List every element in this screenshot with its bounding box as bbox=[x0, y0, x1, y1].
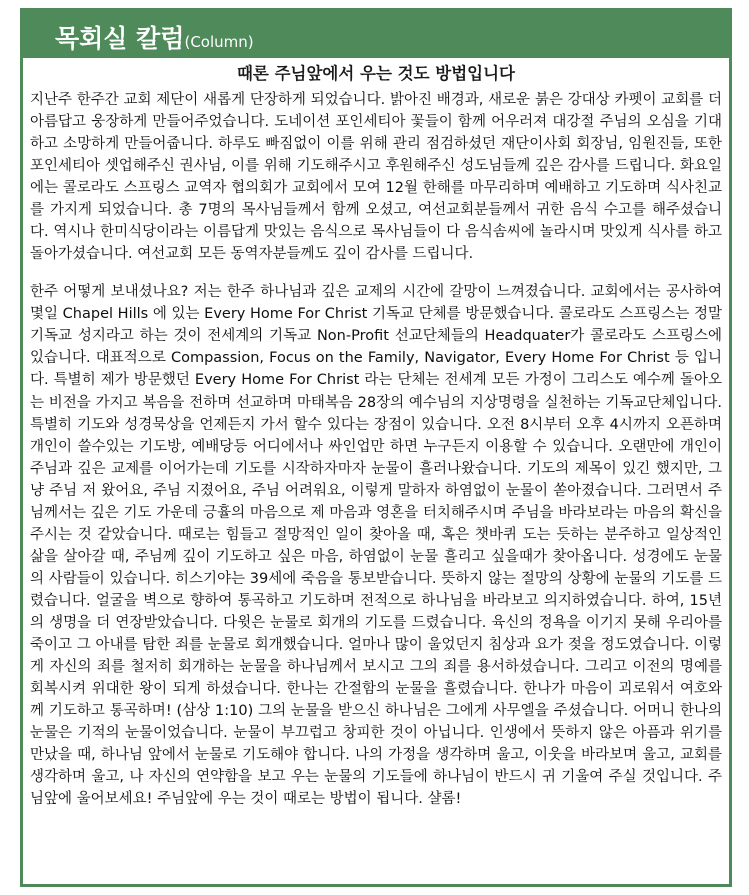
right-border-rule bbox=[729, 58, 732, 886]
article-paragraph-1: 지난주 한주간 교회 제단이 새롭게 단장하게 되었습니다. 밝아진 배경과, 새로운 붉은 강대상 카펫이 교회를 더 아름답고 웅장하게 만들어주었습니다. 도네이션 포인세티아 꽃들이 함께 어우러져 대강절 주님의 오심을 기대하고 소망하게 만들어줍니다. 하루도 빠짐없이 이를 위해 관리 점검하셨던 재단이사회 회장님, 임원진들, 또한 포인세티아 셋업해주신 권사님, 이를 위해 기도해주시고 후원해주신 성도님들께 깊은 감사를 드립니다. 화요일에는 콜로라도 스프링스 교역자 협의회가 교회에서 모여 12월 한해를 마무리하며 예배하고 기도하며 식사친교를 가지게 되었습니다. 총 7명의 목사님들께서 함께 오셨고, 여선교회분들께서 귀한 음식 수고를 해주셨습니다. 역시나 한미식당이라는 이름답게 맛있는 음식으로 목사님들이 다 음식솜씨에 놀라시며 맛있게 식사를 하고 돌아가셨습니다. 여선교회 모든 동역자분들께도 깊이 감사를 드립니다. bbox=[30, 92, 722, 263]
article-title: 때론 주님앞에서 우는 것도 방법입니다 bbox=[236, 64, 515, 83]
header-banner bbox=[20, 8, 732, 58]
left-border-rule bbox=[20, 58, 23, 886]
article-paragraph-2: 한주 어떻게 보내셨나요? 저는 한주 하나님과 깊은 교제의 시간에 갈망이 느껴졌습니다. 교회에서는 공사하여 몇일 Chapel Hills 에 있는 Every Home For Christ 기독교 단체를 방문했습니다. 콜로라도 스프링스는 정말 기독교 성지라고 하는 것이 전세계의 기독교 Non-Profit 선교단체들의 Headquater가 콜로라도 스프링스에 있습니다. 대표적으로 Compassion, Focus on the Family, Navigator, Every Home For Christ 등 입니다. 특별히 제가 방문했던 Every Home For Christ 라는 단체는 전세계 모든 가정이 그리스도 예수께 돌아오는 비전을 가지고 복음을 전하며 선교하며 마태복음 28장의 예수님의 지상명령을 실천하는 기독교단체입니다. 특별히 기도와 성경묵상을 언제든지 가서 할수 있다는 장점이 있습니다. 오전 8시부터 오후 4시까지 오픈하며 개인이 쓸수있는 기도방, 예배당등 어디에서나 싸인업만 하면 누구든지 이용할 수 있습니다. 오랜만에 개인이 주님과 깊은 교제를 이어가는데 기도를 시작하자마자 눈물이 흘러나왔습니다. 기도의 제목이 있긴 했지만, 그냥 주님 저 왔어요, 주님 지졌어요, 주님 어려워요, 이렇게 말하자 하염없이 눈물이 쏟아졌습니다. 그러면서 주님께서는 깊은 기도 가운데 긍휼의 마음으로 제 마음과 영혼을 터치해주시며 주님을 바라보라는 마음의 확신을 주시는 것 같았습니다. 때로는 힘들고 절망적인 일이 찾아올 때, 혹은 챗바퀴 도는 듯하는 분주하고 일상적인 삶을 살아갈 때, 주님께 깊이 기도하고 싶은 마음, 하염없이 눈물 흘리고 싶을때가 찾아옵니다. 성경에도 눈물의 사람들이 있습니다. 히스기야는 39세에 죽음을 통보받습니다. 뜻하지 않는 절망의 상황에 눈물의 기도를 드렸습니다. 얼굴을 벽으로 향하여 통곡하고 기도하며 전적으로 하나님을 바라보고 의지하였습니다. 하여, 15년의 생명을 더 연장받았습니다. 다윗은 눈물로 회개의 기도를 드렸습니다. 육신의 정욕을 이기지 못해 우리아를 죽이고 그 아내를 탐한 죄를 눈물로 회개했습니다. 얼마나 많이 울었던지 침상과 요가 젖을 정도였습니다. 이렇게 자신의 죄를 철저히 회개하는 눈물을 하나님께서 보시고 그의 죄를 용서하셨습니다. 그리고 이전의 명예를 회복시켜 위대한 왕이 되게 하셨습니다. 한나는 간절함의 눈물을 흘렸습니다. 한나가 마음이 괴로워서 여호와께 기도하고 통곡하며! (삼상 1:10) 그의 눈물을 받으신 하나님은 그에게 사무엘을 주셨습니다. 어머니 한나의 눈물은 기적의 눈물이었습니다. 눈물이 부끄럽고 창피한 것이 아닙니다. 인생에서 뜻하지 않은 아픔과 위기를 만났을 때, 하나님 앞에서 눈물로 기도해야 합니다. 나의 가정을 생각하며 울고, 이웃을 바라보며 울고, 교회를 생각하며 울고, 나 자신의 연약함을 보고 우는 눈물의 기도들에 하나님이 반드시 귀 기울여 주실 것입니다. 주님앞에 울어보세요! 주님앞에 우는 것이 때로는 방법이 됩니다. 샬롬! bbox=[30, 284, 722, 808]
page-title-sub: (Column) bbox=[184, 33, 254, 51]
page-title bbox=[55, 19, 254, 55]
bottom-border-rule bbox=[20, 884, 732, 887]
page-title-main: 목회실 칼럼 bbox=[55, 24, 185, 53]
article-content bbox=[30, 62, 722, 810]
paragraph-spacer bbox=[30, 265, 722, 281]
